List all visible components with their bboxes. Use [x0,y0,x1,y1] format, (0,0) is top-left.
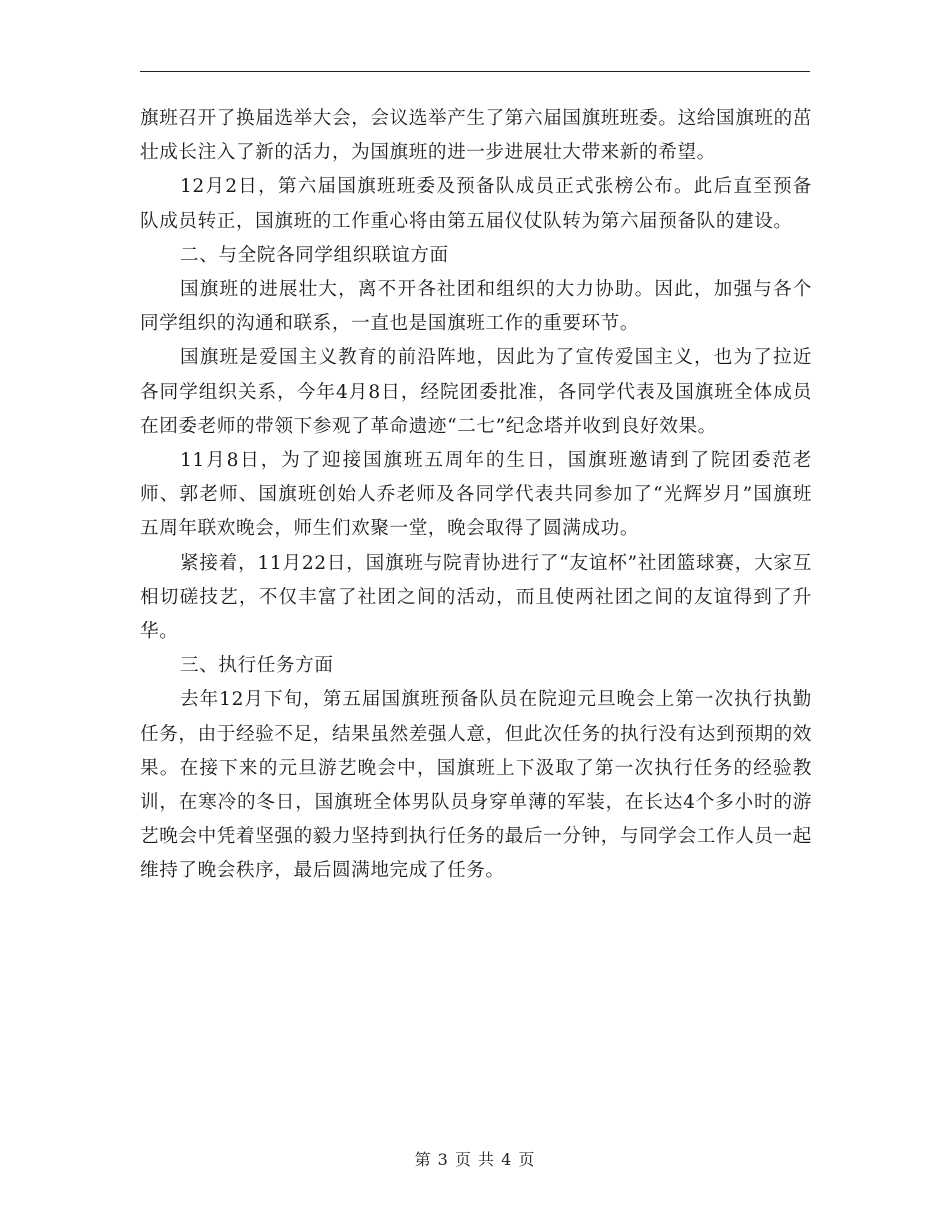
paragraph-7: 去年12月下旬，第五届国旗班预备队员在院迎元旦晚会上第一次执行执勤任务，由于经验不足，结果虽然差强人意，但此次任务的执行没有达到预期的效果。在接下来的元旦游艺晚会中，国旗班上下汲取了第一次执行任务的经验教训，在寒冷的冬日，国旗班全体男队员身穿单薄的军装，在长达4个多小时的游艺晚会中凭着坚强的毅力坚持到执行任务的最后一分钟，与同学会工作人员一起维持了晚会秩序，最后圆满地完成了任务。 [140,689,812,882]
section-heading-2: 二、与全院各同学组织联谊方面 [180,244,449,266]
paragraph-2: 12月2日，第六届国旗班班委及预备队成员正式张榜公布。此后直至预备队成员转正，国旗班的工作重心将由第五届仪仗队转为第六届预备队的建设。 [140,176,812,232]
page-footer: 第 3 页 共 4 页 [414,1150,536,1169]
paragraph-1: 旗班召开了换届选举大会，会议选举产生了第六届国旗班班委。这给国旗班的茁壮成长注入了新的活力，为国旗班的进一步进展壮大带来新的希望。 [140,108,812,164]
paragraph-5: 11月8日，为了迎接国旗班五周年的生日，国旗班邀请到了院团委范老师、郭老师、国旗班创始人乔老师及各同学代表共同参加了“光辉岁月”国旗班五周年联欢晚会，师生们欢聚一堂，晚会取得了圆满成功。 [140,450,812,540]
paragraph-3: 国旗班的进展壮大，离不开各社团和组织的大力协助。因此，加强与各个同学组织的沟通和联系，一直也是国旗班工作的重要环节。 [140,279,812,335]
paragraph-4: 国旗班是爱国主义教育的前沿阵地，因此为了宣传爱国主义，也为了拉近各同学组织关系，今年4月8日，经院团委批准，各同学代表及国旗班全体成员在团委老师的带领下参观了革命遗迹“二七”纪念塔并收到良好效果。 [140,347,812,437]
section-heading-3: 三、执行任务方面 [180,655,334,677]
document-body [140,102,812,889]
paragraph-6: 紧接着，11月22日，国旗班与院青协进行了“友谊杯”社团篮球赛，大家互相切磋技艺，不仅丰富了社团之间的活动，而且使两社团之间的友谊得到了升华。 [140,552,812,643]
header-rule [140,71,810,72]
